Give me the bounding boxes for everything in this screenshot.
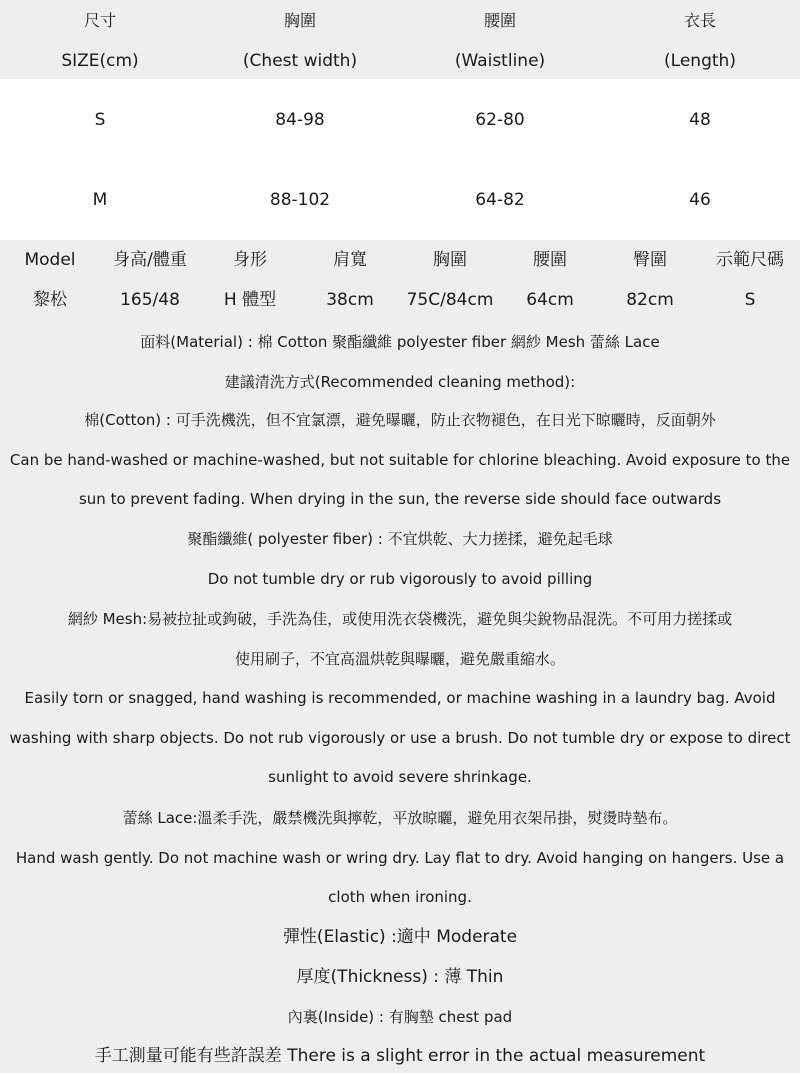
mesh-care-zh-cont: 使用刷子，不宜高溫烘乾與曝曬，避免嚴重縮水。 — [234, 650, 565, 668]
lace-care-zh: 蕾絲 Lace:溫柔手洗，嚴禁機洗與擰乾，平放晾曬，避免用衣架吊掛，熨燙時墊布。 — [122, 809, 678, 827]
polyester-care-en: Do not tumble dry or rub vigorously to avoid pilling — [207, 570, 593, 588]
height-weight-value: 165/48 — [120, 290, 180, 310]
mesh-care-en: Easily torn or snagged, hand washing is recommended, or machine washing in a laundry bag. Avoid — [24, 689, 776, 707]
care-info-section — [0, 320, 800, 1073]
lace-care-en-cont: cloth when ironing. — [328, 888, 472, 906]
demo-size-value: S — [744, 290, 756, 310]
header-waist-en: (Waistline) — [454, 51, 546, 71]
size-cell: M — [92, 190, 108, 210]
shoulder-value: 38cm — [326, 290, 374, 310]
header-size-zh: 尺寸 — [83, 11, 117, 30]
inside-line: 內裏(Inside) : 有胸墊 chest pad — [287, 1008, 513, 1026]
lace-care-en: Hand wash gently. Do not machine wash or wring dry. Lay flat to dry. Avoid hanging on hangers. Use a — [15, 849, 785, 867]
model-table — [0, 240, 800, 320]
size-table — [0, 0, 800, 240]
demo-size-header: 示範尺碼 — [716, 250, 784, 270]
mesh-care-en-cont2: sunlight to avoid severe shrinkage. — [268, 768, 532, 786]
size-table-header — [0, 0, 800, 79]
thickness-line: 厚度(Thickness) : 薄 Thin — [296, 967, 504, 987]
header-length-en: (Length) — [664, 51, 736, 71]
header-length-zh: 衣長 — [683, 11, 717, 30]
elastic-line: 彈性(Elastic) :適中 Moderate — [282, 927, 518, 947]
waist-value: 64cm — [526, 290, 574, 310]
shoulder-header: 肩寬 — [333, 250, 367, 270]
header-size-en: SIZE(cm) — [61, 51, 139, 71]
cotton-care-en-cont: sun to prevent fading. When drying in the sun, the reverse side should face outwards — [78, 490, 722, 508]
length-cell: 46 — [689, 190, 711, 210]
polyester-care-zh: 聚酯纖維( polyester fiber) : 不宜烘乾、大力搓揉，避免起毛球 — [187, 530, 613, 548]
cotton-care-en: Can be hand-washed or machine-washed, but not suitable for chlorine bleaching. Avoid exposure to the — [9, 451, 791, 469]
model-name: 黎松 — [33, 290, 67, 310]
size-cell: S — [94, 110, 106, 130]
length-cell: 48 — [689, 110, 711, 130]
mesh-care-en-cont: washing with sharp objects. Do not rub vigorously or use a brush. Do not tumble dry or expose to direct — [9, 729, 791, 747]
cleaning-method-title: 建議清洗方式(Recommended cleaning method): — [224, 373, 576, 391]
hip-header: 臀圍 — [633, 250, 667, 270]
material-line: 面料(Material) : 棉 Cotton 聚酯纖維 polyester fiber 網紗 Mesh 蕾絲 Lace — [140, 333, 660, 351]
mesh-care-zh: 網紗 Mesh:易被拉扯或鉤破，手洗為佳，或使用洗衣袋機洗，避免與尖銳物品混洗。不可用力搓揉或 — [67, 610, 733, 628]
height-weight-header: 身高/體重 — [113, 250, 187, 270]
hip-value: 82cm — [626, 290, 674, 310]
size-table-body — [0, 79, 800, 240]
chest-cell: 88-102 — [269, 190, 331, 210]
chest-cell: 84-98 — [275, 110, 325, 130]
waist-cell: 64-82 — [475, 190, 525, 210]
measurement-note: 手工測量可能有些許誤差 There is a slight error in the actual measurement — [94, 1046, 706, 1066]
bust-value: 75C/84cm — [406, 290, 494, 310]
waist-header: 腰圍 — [533, 250, 567, 270]
body-type-header: 身形 — [233, 250, 267, 270]
header-waist-zh: 腰圍 — [483, 11, 517, 30]
body-type-value: H 體型 — [223, 290, 277, 310]
header-chest-zh: 胸圍 — [283, 11, 317, 30]
cotton-care-zh: 棉(Cotton) : 可手洗機洗，但不宜氯漂，避免曝曬，防止衣物褪色，在日光下晾曬時，反面朝外 — [84, 411, 716, 429]
model-header: Model — [24, 250, 76, 270]
waist-cell: 62-80 — [475, 110, 525, 130]
header-chest-en: (Chest width) — [242, 51, 358, 71]
bust-header: 胸圍 — [433, 250, 467, 270]
